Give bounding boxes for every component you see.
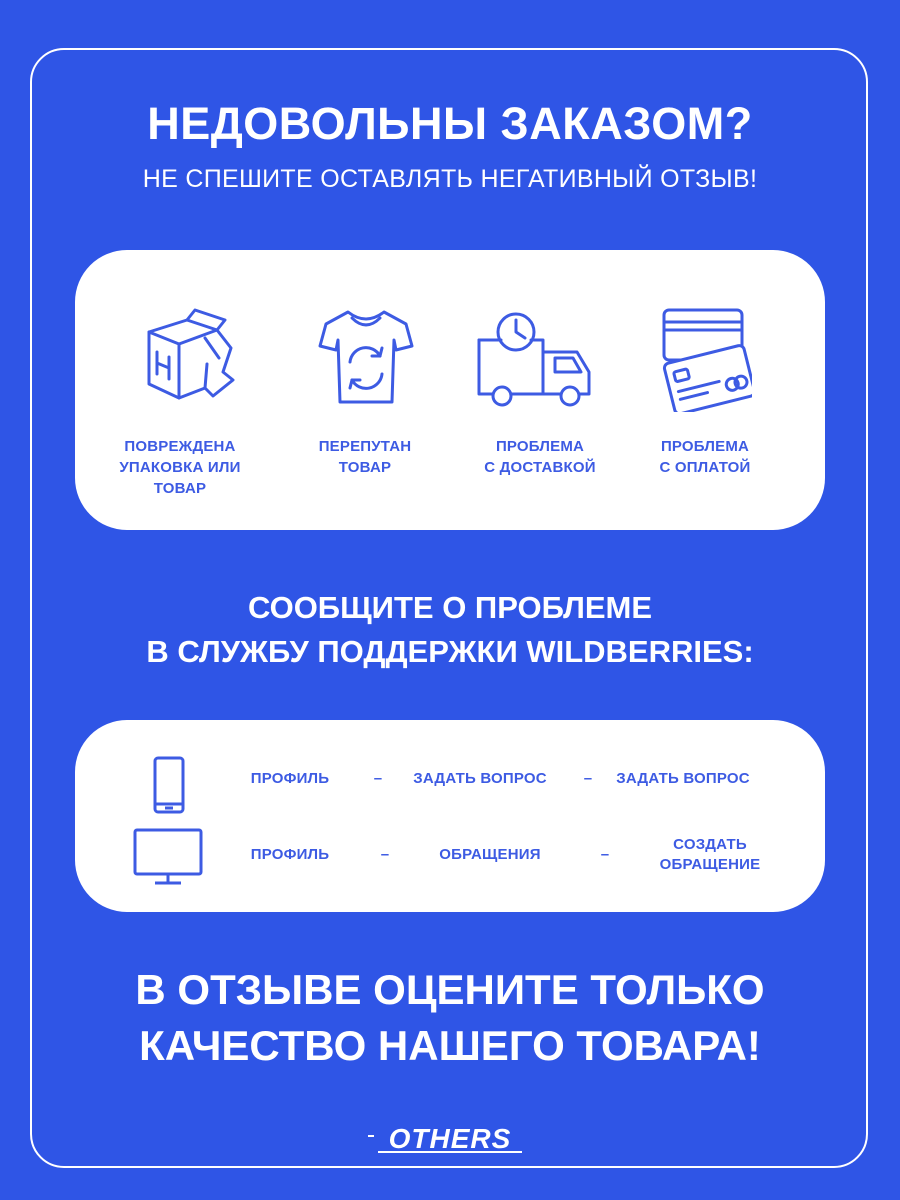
payment-cards-icon <box>660 302 752 412</box>
issue-label: ПОВРЕЖДЕНА УПАКОВКА ИЛИ ТОВАР <box>119 438 241 497</box>
mobile-step-profile: ПРОФИЛЬ <box>250 770 330 787</box>
desktop-separator: – <box>600 846 610 863</box>
desktop-separator: – <box>380 846 390 863</box>
damaged-box-icon <box>143 302 239 412</box>
page-title: НЕДОВОЛЬНЫ ЗАКАЗОМ? <box>147 98 753 149</box>
desktop-step-profile: ПРОФИЛЬ <box>250 846 330 863</box>
mobile-separator: – <box>373 770 383 787</box>
desktop-step-appeals: ОБРАЩЕНИЯ <box>439 846 541 863</box>
brand-name: OTHERS <box>388 1123 512 1154</box>
support-heading-line1: СООБЩИТЕ О ПРОБЛЕМЕ <box>247 590 653 625</box>
brand-logo <box>368 1118 532 1158</box>
footer-message <box>0 962 900 1074</box>
page-subtitle: НЕ СПЕШИТЕ ОСТАВЛЯТЬ НЕГАТИВНЫЙ ОТЗЫВ! <box>142 165 758 193</box>
issue-label: ПРОБЛЕМА С ОПЛАТОЙ <box>659 438 751 476</box>
mobile-step-ask-final: ЗАДАТЬ ВОПРОС <box>616 770 750 787</box>
mobile-phone-icon <box>153 756 185 814</box>
footer-line2: КАЧЕСТВО НАШЕГО ТОВАРА! <box>139 1022 761 1069</box>
footer-line1: В ОТЗЫВЕ ОЦЕНИТЕ ТОЛЬКО <box>135 966 765 1013</box>
swapped-shirt-icon <box>318 302 414 412</box>
issue-label: ПРОБЛЕМА С ДОСТАВКОЙ <box>484 438 596 476</box>
mobile-separator: – <box>583 770 593 787</box>
issues-card <box>75 250 825 530</box>
delivery-truck-icon <box>465 302 595 412</box>
support-paths-card <box>75 720 825 912</box>
support-heading <box>0 586 900 674</box>
support-heading-line2: В СЛУЖБУ ПОДДЕРЖКИ WILDBERRIES: <box>146 634 754 669</box>
mobile-step-ask: ЗАДАТЬ ВОПРОС <box>413 770 547 787</box>
desktop-monitor-icon <box>133 828 203 886</box>
desktop-step-create: СОЗДАТЬ ОБРАЩЕНИЕ <box>659 836 761 873</box>
issue-label: ПЕРЕПУТАН ТОВАР <box>318 438 412 476</box>
